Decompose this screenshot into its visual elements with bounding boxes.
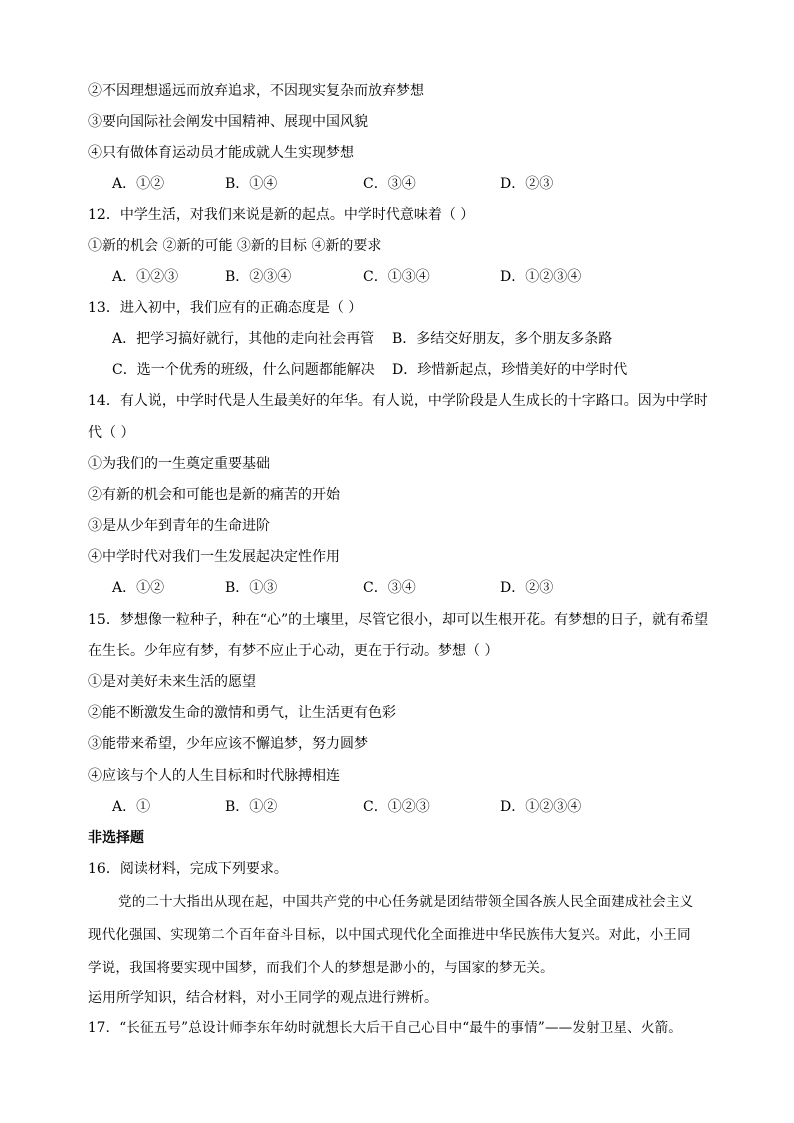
q15-option-c[interactable]: C．①②③ <box>363 799 430 815</box>
q12-option-a[interactable]: A．①②③ <box>112 269 179 285</box>
q13-stem: 13．进入初中，我们应有的正确态度是（ ） <box>88 300 363 316</box>
q16-material-line2: 现代化强国、实现第二个百年奋斗目标，以中国式现代化全面推进中华民族伟大复兴。对此，小王同 <box>88 927 691 943</box>
q15-item-3: ③能带来希望，少年应该不懈追梦，努力圆梦 <box>88 736 368 752</box>
q13-option-d[interactable]: D．珍惜新起点，珍惜美好的中学时代 <box>392 362 628 378</box>
q14-stem-line1: 14．有人说，中学时代是人生最美好的年华。有人说，中学阶段是人生成长的十字路口。因为中学时 <box>88 393 708 409</box>
q15-item-1: ①是对美好未来生活的愿望 <box>88 674 256 690</box>
q14-item-4: ④中学时代对我们一生发展起决定性作用 <box>88 549 340 565</box>
q11-option-a[interactable]: A．①② <box>112 176 165 192</box>
q14-option-d[interactable]: D．②③ <box>500 580 554 596</box>
q15-option-d[interactable]: D．①②③④ <box>500 799 582 815</box>
q15-item-2: ②能不断激发生命的激情和勇气，让生活更有色彩 <box>88 705 396 721</box>
q15-stem-line2: 在生长。少年应有梦，有梦不应止于心动，更在于行动。梦想（ ） <box>88 643 499 659</box>
q11-item-4: ④只有做体育运动员才能成就人生实现梦想 <box>88 145 354 161</box>
q14-option-c[interactable]: C．③④ <box>363 580 416 596</box>
q15-option-a[interactable]: A．① <box>112 799 151 815</box>
q12-items: ①新的机会 ②新的可能 ③新的目标 ④新的要求 <box>88 238 382 254</box>
q13-option-b[interactable]: B．多结交好朋友，多个朋友多条路 <box>392 331 613 347</box>
q15-item-4: ④应该与个人的人生目标和时代脉搏相连 <box>88 768 340 784</box>
q15-stem-line1: 15．梦想像一粒种子，种在“心”的土壤里，尽管它很小，却可以生根开花。有梦想的日子，就有希望 <box>88 612 709 628</box>
q12-option-c[interactable]: C．①③④ <box>363 269 430 285</box>
q16-task: 运用所学知识，结合材料，对小王同学的观点进行辨析。 <box>88 990 438 1006</box>
q14-stem-line2: 代（ ） <box>88 425 135 441</box>
q11-option-c[interactable]: C．③④ <box>363 176 416 192</box>
q16-material-line1: 党的二十大指出从现在起，中国共产党的中心任务就是团结带领全国各族人民全面建成社会主义 <box>118 894 694 910</box>
q14-item-3: ③是从少年到青年的生命进阶 <box>88 518 270 534</box>
q13-option-a[interactable]: A．把学习搞好就行，其他的走向社会再管 <box>112 331 375 347</box>
q12-option-b[interactable]: B．②③④ <box>225 269 292 285</box>
q16-stem: 16．阅读材料，完成下列要求。 <box>88 861 288 877</box>
q12-stem: 12．中学生活，对我们来说是新的起点。中学时代意味着（ ） <box>88 207 475 223</box>
q11-item-3: ③要向国际社会阐发中国精神、展现中国风貌 <box>88 114 368 130</box>
q11-option-b[interactable]: B．①④ <box>225 176 278 192</box>
q14-item-2: ②有新的机会和可能也是新的痛苦的开始 <box>88 487 340 503</box>
q11-option-d[interactable]: D．②③ <box>500 176 554 192</box>
section-heading: 非选择题 <box>88 830 144 846</box>
q14-option-b[interactable]: B．①③ <box>225 580 278 596</box>
q15-option-b[interactable]: B．①② <box>225 799 278 815</box>
q11-item-2: ②不因理想遥远而放弃追求，不因现实复杂而放弃梦想 <box>88 83 424 99</box>
q14-item-1: ①为我们的一生奠定重要基础 <box>88 456 270 472</box>
q14-option-a[interactable]: A．①② <box>112 580 165 596</box>
q12-option-d[interactable]: D．①②③④ <box>500 269 582 285</box>
q17-stem: 17．“长征五号”总设计师李东年幼时就想长大后干自己心目中“最牛的事情”——发射卫星、火箭。 <box>88 1020 682 1036</box>
q16-material-line3: 学说，我国将要实现中国梦，而我们个人的梦想是渺小的，与国家的梦无关。 <box>88 960 554 976</box>
q13-option-c[interactable]: C．选一个优秀的班级，什么问题都能解决 <box>112 362 375 378</box>
